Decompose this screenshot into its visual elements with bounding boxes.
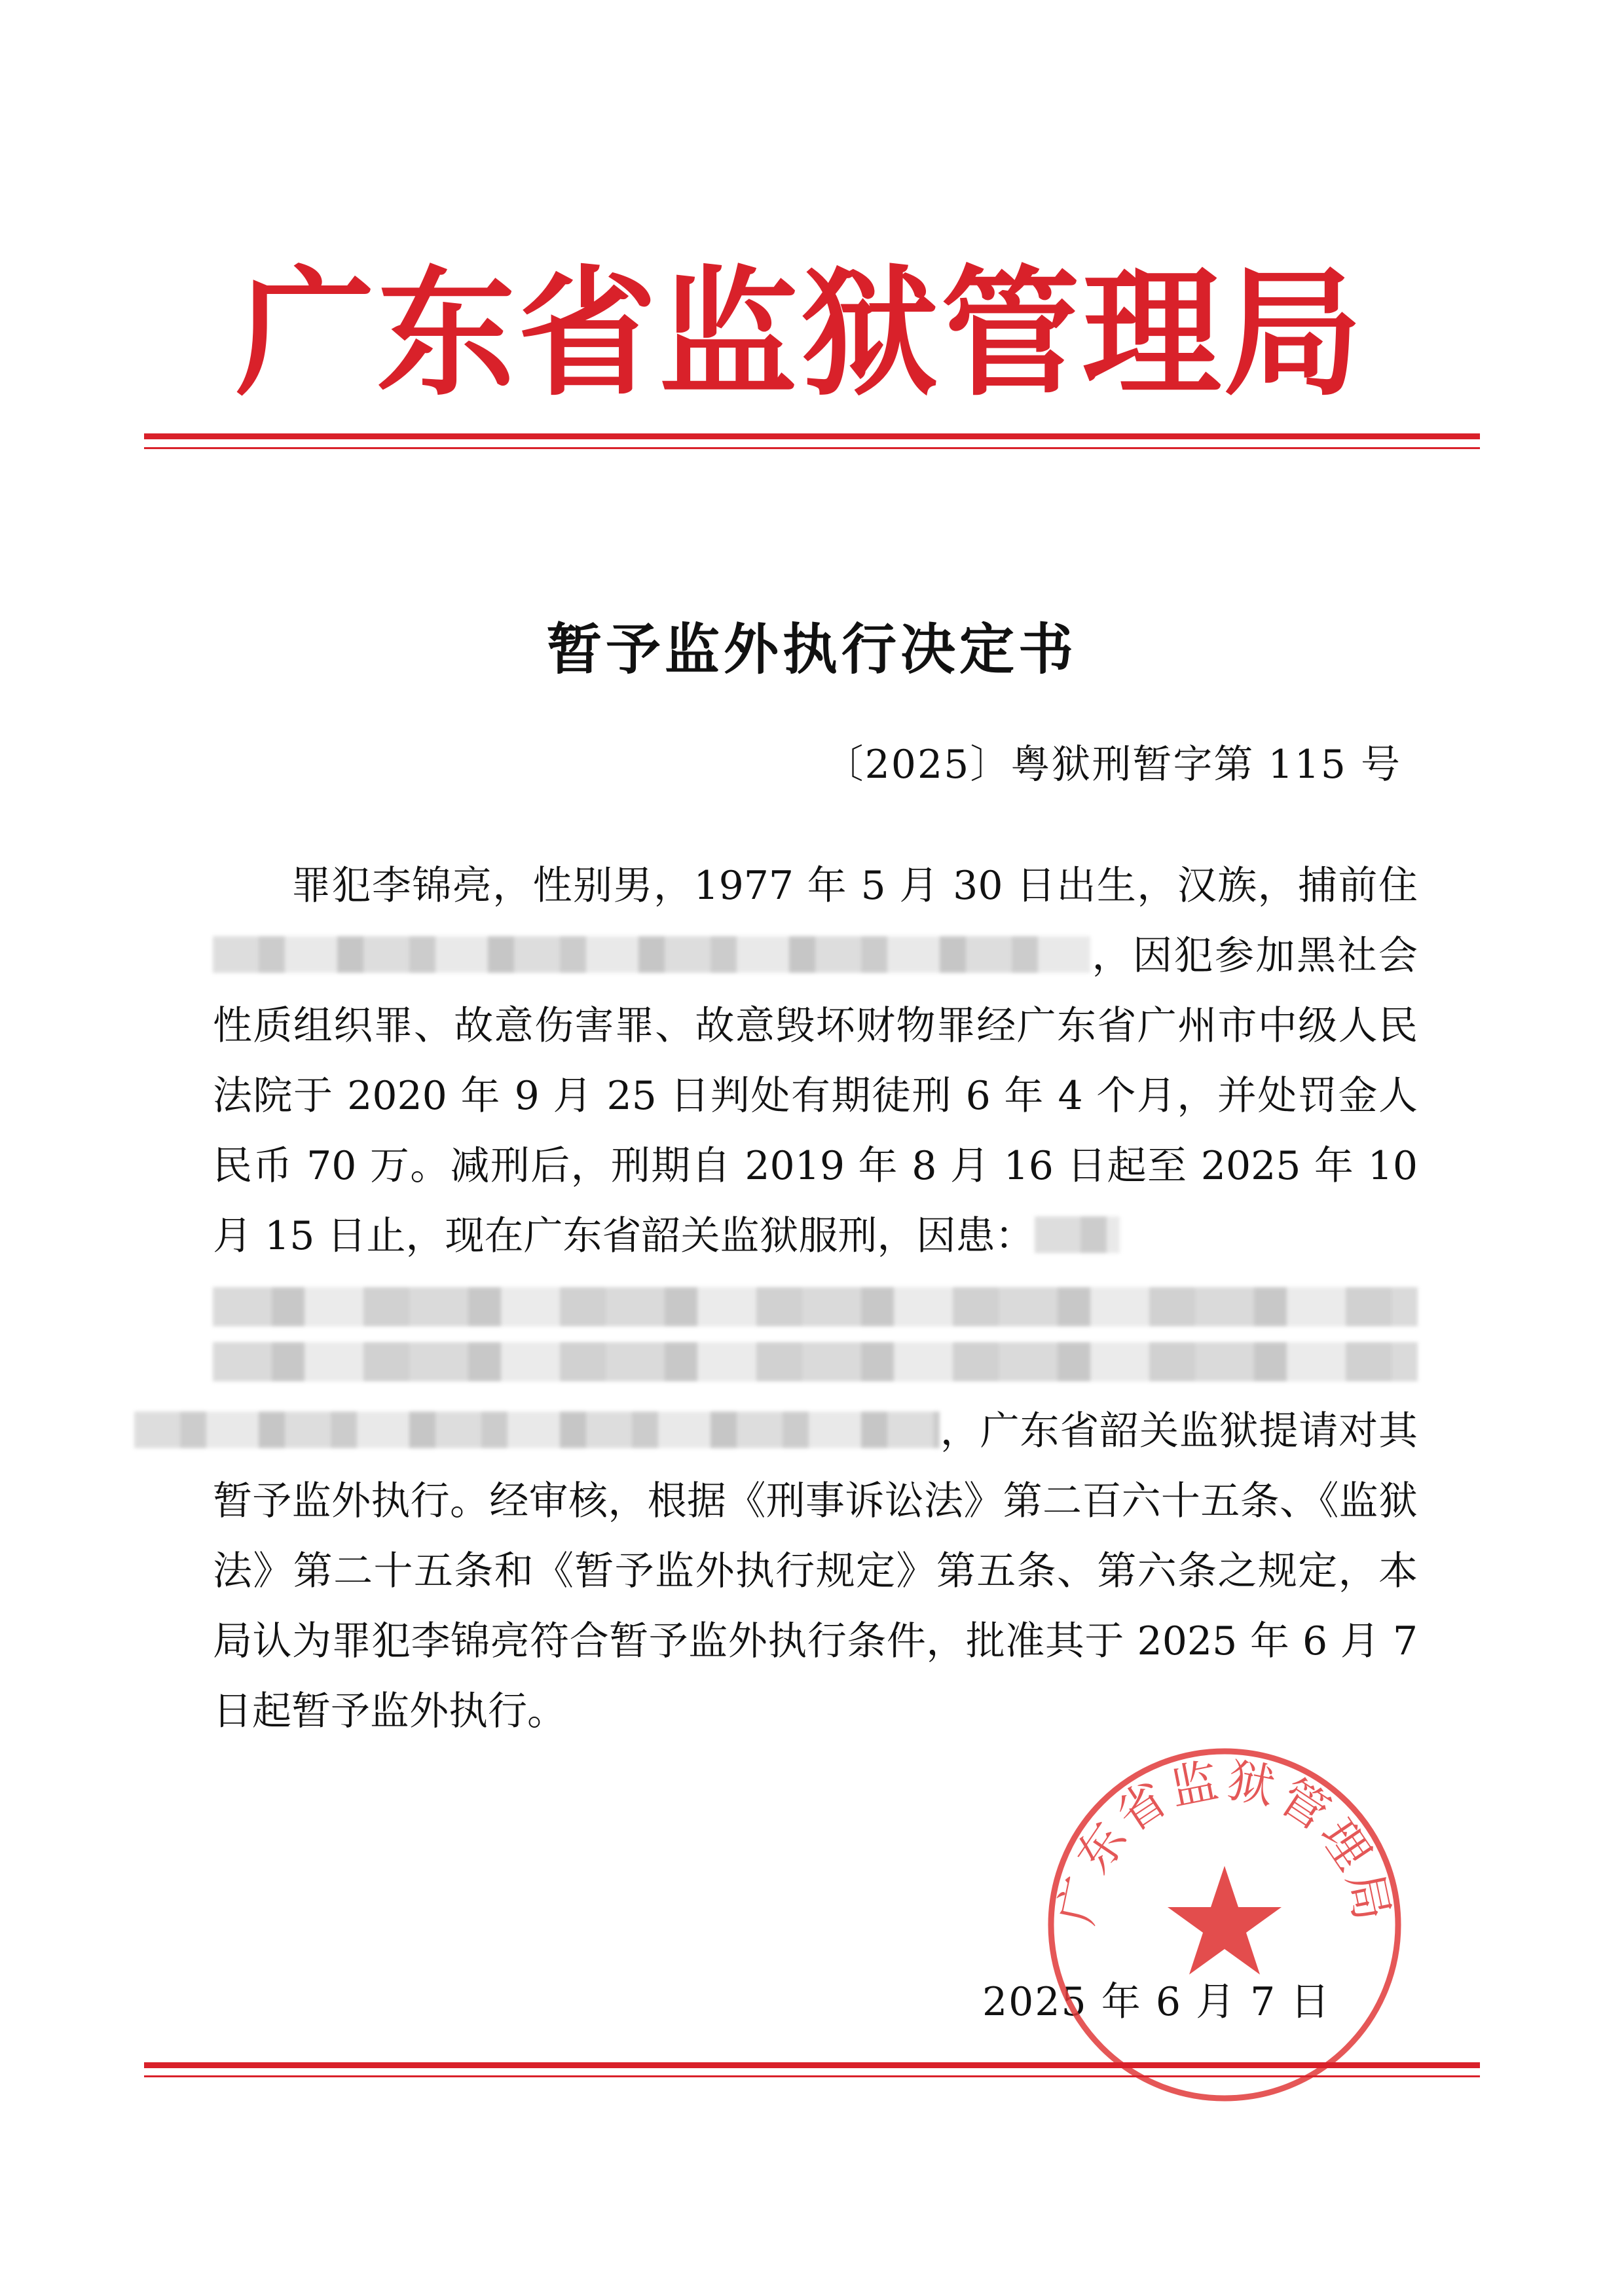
body-text-part: 罪犯李锦亮，性别男，1977 年 5 月 30 日出生，汉族，捕前住 (291, 863, 1418, 909)
org-char: 狱 (800, 253, 939, 414)
redacted-illness-end (134, 1412, 940, 1448)
org-char: 东 (377, 253, 516, 414)
document-body (213, 851, 1418, 1747)
org-char: 管 (941, 253, 1080, 414)
body-paragraph (213, 851, 1418, 1747)
org-char: 监 (659, 253, 798, 414)
footer-rule-thin (144, 2075, 1480, 2077)
org-char: 局 (1223, 253, 1362, 414)
header-rule-thin (144, 447, 1480, 449)
redacted-illness-start (1035, 1216, 1120, 1253)
org-char: 省 (517, 253, 657, 414)
redacted-illness-line (213, 1287, 1418, 1326)
header-rule-thick (144, 433, 1480, 439)
org-header-title (236, 236, 1362, 432)
document-number: 〔2025〕粤狱刑暂字第 115 号 (824, 742, 1401, 788)
official-seal-icon (1041, 1741, 1408, 2108)
document-date: 2025 年 6 月 7 日 (982, 1979, 1331, 2025)
footer-rule-thick (144, 2062, 1480, 2068)
seal-text: 广东省监狱管理局 (1048, 1752, 1401, 1929)
org-char: 广 (236, 253, 375, 414)
body-text-part: ，广东省韶关监狱提请对其暂予监外执行。经审核，根据《刑事诉讼法》第二百六十五条、《监狱法》第二十五条和《暂予监外执行规定》第五条、第六条之规定，本局认为罪犯李锦亮符合暂予监外执行条件，批准其于 2025 年 6 月 7 日起暂予监外执行。 (213, 1408, 1418, 1734)
redacted-illness-line (213, 1342, 1418, 1381)
redacted-address (213, 936, 1090, 973)
body-text-part: ，因犯参加黑社会性质组织罪、故意伤害罪、故意毁坏财物罪经广东省广州市中级人民法院于 2020 年 9 月 25 日判处有期徒刑 6 年 4 个月，并处罚金人民币 70 万。减刑后，刑期自 2019 年 8 月 16 日起至 2025 年 10 月 15 日止，现在广东省韶关监狱服刑，因患： (213, 933, 1418, 1259)
document-title: 暂予监外执行决定书 (546, 617, 1077, 682)
org-char: 理 (1082, 253, 1221, 414)
